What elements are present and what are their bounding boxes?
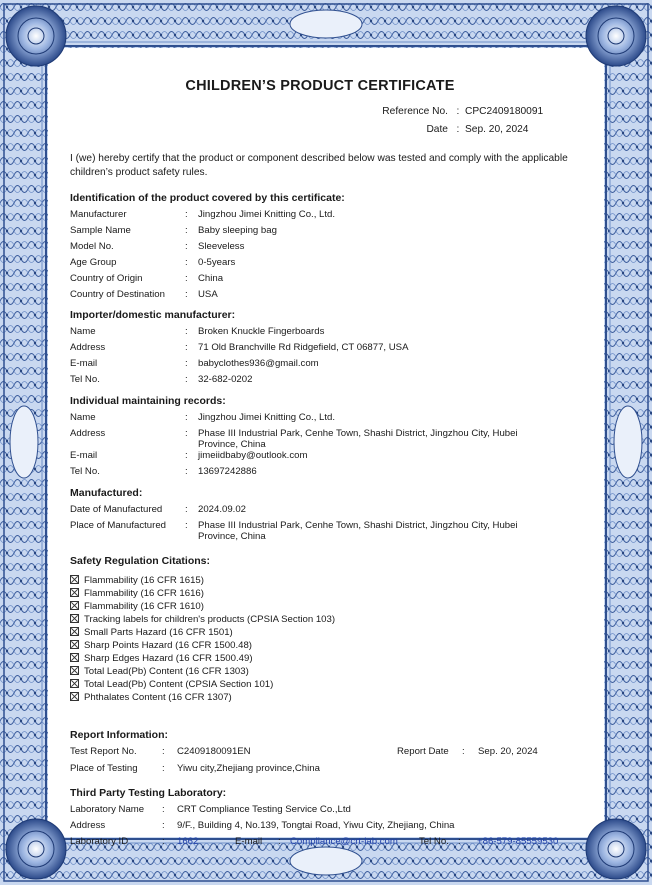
safety-heading: Safety Regulation Citations: — [70, 555, 211, 567]
test-report-label: Test Report No. — [70, 746, 137, 757]
report-heading: Report Information: — [70, 729, 168, 741]
safety-citation: Flammability (16 CFR 1610) — [70, 600, 204, 613]
safety-citation: Sharp Points Hazard (16 CFR 1500.48) — [70, 639, 252, 652]
checked-box-icon — [70, 679, 79, 688]
report-date-label: Report Date — [397, 746, 449, 757]
checked-box-icon — [70, 653, 79, 662]
intro-statement: I (we) hereby certify that the product or component described below was tested and comply with the applicable children’s product safety rules. — [70, 153, 568, 178]
certificate-page: CHILDREN’S PRODUCT CERTIFICATE Reference No. : CPC2409180091 Date : Sep. 20, 2024 I (we) hereby certify that the product or component described below was tested and comply with the applicable children’s product safety rules. Identification of the product covered by this certificate: Manufacturer : Jingzhou Jimei Knitting Co., Ltd. Sample Name : Baby sleeping bag Model No. : Sleeveless Age Group : 0-5years Country of Origin : China Country of Destination : USA Importer/domestic manufacturer: Name : Broken Knuckle Fingerboards Address : 71 Old Branchville Rd Ridgefield, CT 06877, USA E-mail : babyclothes936@gmail.com Tel No. : 32-682-0202 Individual maintaining records: Name : Jingzhou Jimei Knitting Co., Ltd. Address : Phase III Industrial Park, Cenhe Town, Shashi District, Jingzhou City, Hubei Province, China E-mail : jimeiidbaby@outlook.com Tel No. : 13697242886 Manufactured: Date of Manufactured : 2024.09.02 Place of Manufactured : Phase III Industrial Park, Cenhe Town, Shashi District, Jingzhou City, Hubei Province, China Safety Regulation Citations: Flammability (16 CFR 1615) Flammability (16 CFR 1616) Flammability (16 CFR 1610) Tracking labels for children's products (CPSIA Section 103) Small Parts Hazard (16 CFR 1501) Sharp Points Hazard (16 CFR 1500.48) Sharp Edges Hazard (16 CFR 1500.49) Total Lead(Pb) Content (16 CFR 1303) Total Lead(Pb) Content (CPSIA Section 101) Phthalates Content (16 CFR 1307) Report Information: Test Report No. : C2409180091EN Report Date : Sep. 20, 2024 Place of Testing : Yiwu city,Zhejiang province,China Third Party Testing Laboratory: Laboratory Name : CRT Compliance Testing Service Co.,Ltd Address : 9/F., Building 4, No.139, Tongtai Road, Yiwu City, Zhejiang, China Laboratory ID : 1662 E-mail : Compliance@crt-lab.com Tel No. : +86-579-85559530 — [0, 0, 652, 885]
safety-citation: Flammability (16 CFR 1615) — [70, 574, 204, 587]
safety-citation: Total Lead(Pb) Content (16 CFR 1303) — [70, 665, 249, 678]
checked-box-icon — [70, 601, 79, 610]
lab-address-value: 9/F., Building 4, No.139, Tongtai Road, Yiwu City, Zhejiang, China — [177, 820, 455, 831]
lab-id-value: 1662 — [177, 836, 199, 847]
checked-box-icon — [70, 588, 79, 597]
manufactured-heading: Manufactured: — [70, 487, 143, 499]
place-of-testing-label: Place of Testing — [70, 763, 138, 774]
records-heading: Individual maintaining records: — [70, 395, 226, 407]
lab-name-value: CRT Compliance Testing Service Co.,Ltd — [177, 804, 351, 815]
certificate-title: CHILDREN’S PRODUCT CERTIFICATE — [185, 78, 455, 94]
lab-address-label: Address — [70, 820, 106, 831]
lab-heading: Third Party Testing Laboratory: — [70, 787, 227, 799]
checked-box-icon — [70, 666, 79, 675]
checked-box-icon — [70, 575, 79, 584]
reference-value: CPC2409180091 — [465, 106, 544, 117]
lab-id-label: Laboratory ID — [70, 836, 129, 847]
safety-citation: Tracking labels for children's products (CPSIA Section 103) — [70, 613, 335, 626]
lab-tel-label: Tel No. — [419, 836, 449, 847]
safety-citation: Small Parts Hazard (16 CFR 1501) — [70, 626, 233, 639]
lab-email-label: E-mail — [235, 836, 263, 847]
safety-citation: Phthalates Content (16 CFR 1307) — [70, 691, 232, 704]
date-label: Date — [426, 124, 448, 135]
date-value: Sep. 20, 2024 — [465, 124, 529, 135]
checked-box-icon — [70, 614, 79, 623]
reference-label: Reference No. — [382, 106, 448, 117]
test-report-value: C2409180091EN — [177, 746, 251, 757]
reference-line: Reference No. : CPC2409180091 — [328, 106, 550, 118]
safety-citation: Total Lead(Pb) Content (CPSIA Section 101) — [70, 678, 273, 691]
date-line: Date : Sep. 20, 2024 — [328, 124, 550, 136]
importer-heading: Importer/domestic manufacturer: — [70, 309, 236, 321]
safety-citation: Flammability (16 CFR 1616) — [70, 587, 204, 600]
checked-box-icon — [70, 640, 79, 649]
lab-email-link[interactable]: Compliance@crt-lab.com — [290, 836, 398, 847]
report-date-value: Sep. 20, 2024 — [478, 746, 538, 757]
place-of-testing-value: Yiwu city,Zhejiang province,China — [177, 763, 320, 774]
checked-box-icon — [70, 692, 79, 701]
checked-box-icon — [70, 627, 79, 636]
safety-citation: Sharp Edges Hazard (16 CFR 1500.49) — [70, 652, 253, 665]
lab-name-label: Laboratory Name — [70, 804, 145, 815]
lab-tel-value: +86-579-85559530 — [477, 836, 559, 847]
identification-heading: Identification of the product covered by this certificate: — [70, 192, 345, 204]
